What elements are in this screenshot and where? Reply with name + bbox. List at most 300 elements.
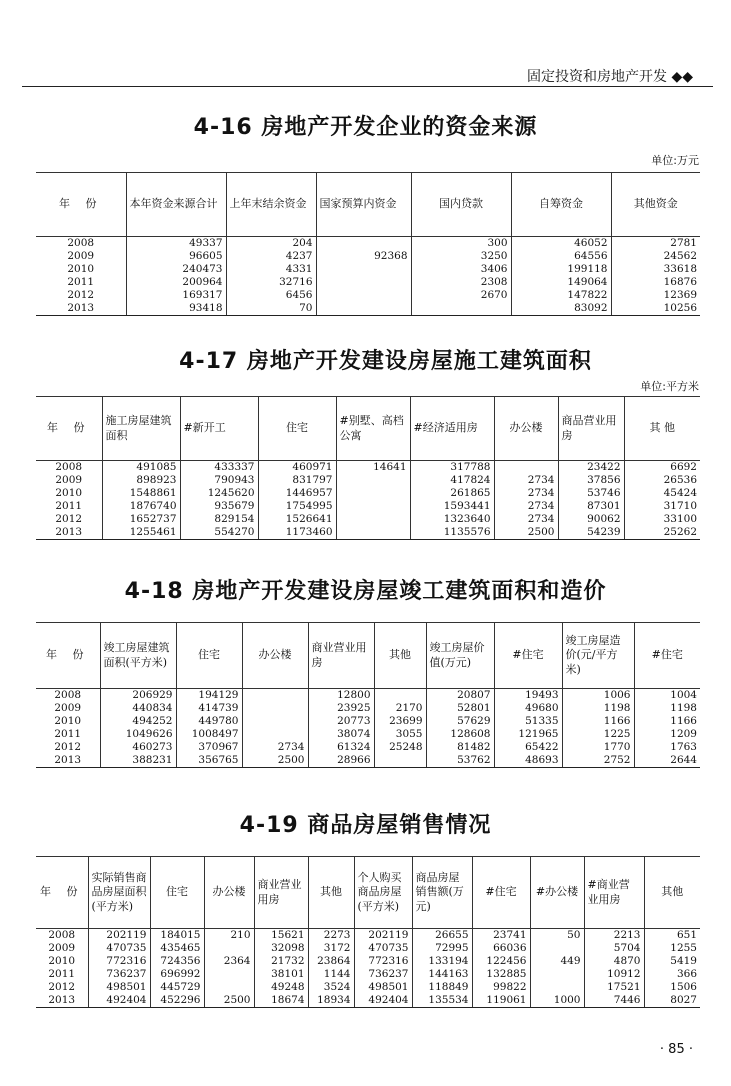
- value-cell: 20773: [308, 715, 374, 728]
- col-header: 商品营业用房: [558, 397, 624, 461]
- value-cell: 70: [226, 302, 316, 316]
- value-cell: 87301: [558, 500, 624, 513]
- value-cell: 25262: [624, 526, 700, 540]
- value-cell: 317788: [410, 461, 494, 475]
- value-cell: 6456: [226, 289, 316, 302]
- col-header: 其他资金: [611, 173, 700, 237]
- value-cell: 1198: [634, 702, 700, 715]
- value-cell: 492404: [88, 994, 150, 1008]
- table-4-17-title: 4-17 房地产开发建设房屋施工建筑面积: [179, 349, 592, 374]
- section-header: 固定投资和房地产开发 ◆◆: [527, 69, 693, 85]
- value-cell: 5419: [644, 955, 700, 968]
- col-header: 住宅: [150, 857, 204, 929]
- value-cell: 133194: [412, 955, 472, 968]
- value-cell: [530, 981, 584, 994]
- value-cell: 2170: [374, 702, 426, 715]
- value-cell: 790943: [180, 474, 258, 487]
- table-row: [36, 461, 700, 475]
- value-cell: 388231: [100, 754, 176, 768]
- value-cell: 128608: [426, 728, 494, 741]
- year-cell: 2008: [36, 237, 126, 251]
- col-header: 实际销售商品房屋面积(平方米): [88, 857, 150, 929]
- col-header: 竣工房屋造价(元/平方米): [562, 623, 634, 689]
- year-cell: 2009: [36, 250, 126, 263]
- table-row: [36, 513, 700, 526]
- table-row: [36, 500, 700, 513]
- year-cell: 2012: [36, 981, 88, 994]
- value-cell: [530, 968, 584, 981]
- value-cell: 52801: [426, 702, 494, 715]
- value-cell: 38074: [308, 728, 374, 741]
- value-cell: [494, 461, 558, 475]
- table-row: [36, 289, 700, 302]
- value-cell: 15621: [254, 929, 308, 943]
- value-cell: 651: [644, 929, 700, 943]
- value-cell: 772316: [354, 955, 412, 968]
- value-cell: 48693: [494, 754, 562, 768]
- value-cell: 1144: [308, 968, 354, 981]
- value-cell: 25248: [374, 741, 426, 754]
- table-row: [36, 728, 700, 741]
- value-cell: 300: [411, 237, 511, 251]
- table-4-17: [36, 396, 700, 540]
- col-header: #住宅: [634, 623, 700, 689]
- value-cell: 24562: [611, 250, 700, 263]
- value-cell: 2213: [584, 929, 644, 943]
- value-cell: 1006: [562, 689, 634, 703]
- col-header: 办公楼: [204, 857, 254, 929]
- value-cell: 1255461: [102, 526, 180, 540]
- value-cell: [336, 526, 410, 540]
- value-cell: [242, 715, 308, 728]
- value-cell: [316, 289, 411, 302]
- col-header: 其他: [308, 857, 354, 929]
- value-cell: 57629: [426, 715, 494, 728]
- value-cell: 122456: [472, 955, 530, 968]
- year-cell: 2008: [36, 929, 88, 943]
- value-cell: 23741: [472, 929, 530, 943]
- value-cell: 240473: [126, 263, 226, 276]
- value-cell: 554270: [180, 526, 258, 540]
- value-cell: 3055: [374, 728, 426, 741]
- value-cell: [530, 942, 584, 955]
- value-cell: 491085: [102, 461, 180, 475]
- col-header: #商业营业用房: [584, 857, 644, 929]
- col-header: #办公楼: [530, 857, 584, 929]
- value-cell: 121965: [494, 728, 562, 741]
- value-cell: 12369: [611, 289, 700, 302]
- value-cell: [316, 263, 411, 276]
- value-cell: 1166: [562, 715, 634, 728]
- value-cell: 1506: [644, 981, 700, 994]
- year-cell: 2009: [36, 942, 88, 955]
- table-4-18-title: 4-18 房地产开发建设房屋竣工建筑面积和造价: [124, 579, 607, 604]
- value-cell: 2500: [242, 754, 308, 768]
- value-cell: 194129: [176, 689, 242, 703]
- col-header: 办公楼: [242, 623, 308, 689]
- table-4-19-title: 4-19 商品房屋销售情况: [239, 813, 492, 838]
- value-cell: 18674: [254, 994, 308, 1008]
- col-header: 商业营业用房: [308, 623, 374, 689]
- col-header: 个人购买商品房屋(平方米): [354, 857, 412, 929]
- value-cell: [242, 702, 308, 715]
- year-cell: 2010: [36, 263, 126, 276]
- value-cell: 1446957: [258, 487, 336, 500]
- year-cell: 2011: [36, 728, 100, 741]
- year-cell: 2009: [36, 474, 102, 487]
- col-header: #住宅: [494, 623, 562, 689]
- value-cell: [336, 513, 410, 526]
- value-cell: 1652737: [102, 513, 180, 526]
- value-cell: 54239: [558, 526, 624, 540]
- table-row: [36, 994, 700, 1008]
- value-cell: [316, 237, 411, 251]
- value-cell: 4237: [226, 250, 316, 263]
- year-cell: 2013: [36, 302, 126, 316]
- value-cell: 460273: [100, 741, 176, 754]
- value-cell: 433337: [180, 461, 258, 475]
- value-cell: 65422: [494, 741, 562, 754]
- value-cell: 452296: [150, 994, 204, 1008]
- value-cell: 49248: [254, 981, 308, 994]
- value-cell: 1004: [634, 689, 700, 703]
- value-cell: 210: [204, 929, 254, 943]
- col-header: #别墅、高档公寓: [336, 397, 410, 461]
- value-cell: 204: [226, 237, 316, 251]
- value-cell: 1770: [562, 741, 634, 754]
- value-cell: 21732: [254, 955, 308, 968]
- col-header: 年 份: [36, 397, 102, 461]
- col-header: 商业营业用房: [254, 857, 308, 929]
- value-cell: 724356: [150, 955, 204, 968]
- table-row: [36, 276, 700, 289]
- value-cell: 1526641: [258, 513, 336, 526]
- value-cell: 51335: [494, 715, 562, 728]
- header-rule: [22, 86, 713, 87]
- col-header: 国内贷款: [411, 173, 511, 237]
- value-cell: [336, 487, 410, 500]
- value-cell: 1323640: [410, 513, 494, 526]
- value-cell: 261865: [410, 487, 494, 500]
- year-cell: 2010: [36, 715, 100, 728]
- value-cell: 2781: [611, 237, 700, 251]
- year-cell: 2010: [36, 487, 102, 500]
- value-cell: 1255: [644, 942, 700, 955]
- value-cell: [316, 276, 411, 289]
- value-cell: [242, 689, 308, 703]
- value-cell: 935679: [180, 500, 258, 513]
- value-cell: 494252: [100, 715, 176, 728]
- value-cell: 23699: [374, 715, 426, 728]
- value-cell: 12800: [308, 689, 374, 703]
- value-cell: [336, 500, 410, 513]
- value-cell: 435465: [150, 942, 204, 955]
- col-header: 年 份: [36, 857, 88, 929]
- table-row: [36, 715, 700, 728]
- table-row: [36, 754, 700, 768]
- value-cell: 1000: [530, 994, 584, 1008]
- value-cell: [204, 981, 254, 994]
- col-header: #住宅: [472, 857, 530, 929]
- value-cell: 199118: [511, 263, 611, 276]
- value-cell: 1245620: [180, 487, 258, 500]
- value-cell: 46052: [511, 237, 611, 251]
- col-header: 其他: [374, 623, 426, 689]
- value-cell: 81482: [426, 741, 494, 754]
- value-cell: 4331: [226, 263, 316, 276]
- page-number: · 85 ·: [659, 1042, 693, 1057]
- value-cell: 2670: [411, 289, 511, 302]
- value-cell: 99822: [472, 981, 530, 994]
- value-cell: 49337: [126, 237, 226, 251]
- value-cell: 90062: [558, 513, 624, 526]
- value-cell: 32098: [254, 942, 308, 955]
- col-header: #经济适用房: [410, 397, 494, 461]
- value-cell: 147822: [511, 289, 611, 302]
- value-cell: 45424: [624, 487, 700, 500]
- col-header: 商品房屋销售额(万元): [412, 857, 472, 929]
- table-4-18: [36, 622, 700, 768]
- year-cell: 2012: [36, 741, 100, 754]
- col-header: 年 份: [36, 173, 126, 237]
- value-cell: 470735: [354, 942, 412, 955]
- table-row: [36, 702, 700, 715]
- table-4-19: [36, 856, 700, 1008]
- value-cell: [204, 968, 254, 981]
- table-row: [36, 968, 700, 981]
- value-cell: 2734: [494, 500, 558, 513]
- value-cell: 366: [644, 968, 700, 981]
- value-cell: 50: [530, 929, 584, 943]
- value-cell: 33100: [624, 513, 700, 526]
- value-cell: 460971: [258, 461, 336, 475]
- table-4-16-title: 4-16 房地产开发企业的资金来源: [193, 115, 538, 140]
- value-cell: 356765: [176, 754, 242, 768]
- year-cell: 2008: [36, 461, 102, 475]
- value-cell: 7446: [584, 994, 644, 1008]
- year-cell: 2010: [36, 955, 88, 968]
- value-cell: 144163: [412, 968, 472, 981]
- value-cell: 2500: [204, 994, 254, 1008]
- value-cell: [411, 302, 511, 316]
- value-cell: 2734: [242, 741, 308, 754]
- table-row: [36, 302, 700, 316]
- value-cell: 1876740: [102, 500, 180, 513]
- value-cell: 8027: [644, 994, 700, 1008]
- value-cell: 4870: [584, 955, 644, 968]
- value-cell: 20807: [426, 689, 494, 703]
- value-cell: 1754995: [258, 500, 336, 513]
- value-cell: 169317: [126, 289, 226, 302]
- col-header: 年 份: [36, 623, 100, 689]
- year-cell: 2013: [36, 994, 88, 1008]
- value-cell: [374, 689, 426, 703]
- value-cell: 1173460: [258, 526, 336, 540]
- year-cell: 2009: [36, 702, 100, 715]
- value-cell: [204, 942, 254, 955]
- value-cell: 202119: [354, 929, 412, 943]
- year-cell: 2013: [36, 754, 100, 768]
- year-cell: 2013: [36, 526, 102, 540]
- table-row: [36, 487, 700, 500]
- value-cell: 28966: [308, 754, 374, 768]
- col-header: 其 他: [624, 397, 700, 461]
- value-cell: 3406: [411, 263, 511, 276]
- value-cell: 829154: [180, 513, 258, 526]
- col-header: 国家预算内资金: [316, 173, 411, 237]
- value-cell: 898923: [102, 474, 180, 487]
- value-cell: 1049626: [100, 728, 176, 741]
- value-cell: 449: [530, 955, 584, 968]
- table-row: [36, 955, 700, 968]
- value-cell: 32716: [226, 276, 316, 289]
- value-cell: 1548861: [102, 487, 180, 500]
- value-cell: [316, 302, 411, 316]
- value-cell: 64556: [511, 250, 611, 263]
- value-cell: 19493: [494, 689, 562, 703]
- col-header: 其他: [644, 857, 700, 929]
- value-cell: 1225: [562, 728, 634, 741]
- table-4-17-unit: 单位:平方米: [640, 380, 699, 393]
- value-cell: 2734: [494, 474, 558, 487]
- value-cell: [242, 728, 308, 741]
- value-cell: 66036: [472, 942, 530, 955]
- value-cell: 132885: [472, 968, 530, 981]
- table-row: [36, 250, 700, 263]
- value-cell: 445729: [150, 981, 204, 994]
- value-cell: 26536: [624, 474, 700, 487]
- value-cell: 23864: [308, 955, 354, 968]
- table-4-16: [36, 172, 700, 316]
- value-cell: 2734: [494, 487, 558, 500]
- value-cell: 31710: [624, 500, 700, 513]
- value-cell: 772316: [88, 955, 150, 968]
- value-cell: 370967: [176, 741, 242, 754]
- value-cell: 6692: [624, 461, 700, 475]
- value-cell: 16876: [611, 276, 700, 289]
- value-cell: 33618: [611, 263, 700, 276]
- value-cell: 49680: [494, 702, 562, 715]
- value-cell: 96605: [126, 250, 226, 263]
- table-row: [36, 263, 700, 276]
- value-cell: 92368: [316, 250, 411, 263]
- value-cell: 1593441: [410, 500, 494, 513]
- value-cell: 2644: [634, 754, 700, 768]
- value-cell: 1135576: [410, 526, 494, 540]
- value-cell: 149064: [511, 276, 611, 289]
- value-cell: 37856: [558, 474, 624, 487]
- value-cell: 1166: [634, 715, 700, 728]
- table-row: [36, 981, 700, 994]
- value-cell: 470735: [88, 942, 150, 955]
- col-header: 本年资金来源合计: [126, 173, 226, 237]
- value-cell: 2364: [204, 955, 254, 968]
- value-cell: 53762: [426, 754, 494, 768]
- value-cell: 414739: [176, 702, 242, 715]
- value-cell: 417824: [410, 474, 494, 487]
- col-header: #新开工: [180, 397, 258, 461]
- col-header: 办公楼: [494, 397, 558, 461]
- value-cell: 1209: [634, 728, 700, 741]
- value-cell: 696992: [150, 968, 204, 981]
- table-row: [36, 689, 700, 703]
- value-cell: 2308: [411, 276, 511, 289]
- year-cell: 2011: [36, 968, 88, 981]
- value-cell: 1763: [634, 741, 700, 754]
- value-cell: 118849: [412, 981, 472, 994]
- year-cell: 2012: [36, 513, 102, 526]
- value-cell: 200964: [126, 276, 226, 289]
- value-cell: 18934: [308, 994, 354, 1008]
- col-header: 上年末结余资金: [226, 173, 316, 237]
- value-cell: 2752: [562, 754, 634, 768]
- table-row: [36, 942, 700, 955]
- col-header: 竣工房屋价值(万元): [426, 623, 494, 689]
- value-cell: 492404: [354, 994, 412, 1008]
- value-cell: 135534: [412, 994, 472, 1008]
- year-cell: 2012: [36, 289, 126, 302]
- value-cell: 1198: [562, 702, 634, 715]
- year-cell: 2008: [36, 689, 100, 703]
- value-cell: 440834: [100, 702, 176, 715]
- table-row: [36, 237, 700, 251]
- value-cell: [336, 474, 410, 487]
- value-cell: 83092: [511, 302, 611, 316]
- value-cell: 2734: [494, 513, 558, 526]
- value-cell: 206929: [100, 689, 176, 703]
- value-cell: 449780: [176, 715, 242, 728]
- value-cell: 23925: [308, 702, 374, 715]
- value-cell: [374, 754, 426, 768]
- table-row: [36, 741, 700, 754]
- value-cell: 202119: [88, 929, 150, 943]
- col-header: 竣工房屋建筑面积(平方米): [100, 623, 176, 689]
- year-cell: 2011: [36, 500, 102, 513]
- col-header: 住宅: [258, 397, 336, 461]
- value-cell: 72995: [412, 942, 472, 955]
- value-cell: 14641: [336, 461, 410, 475]
- year-cell: 2011: [36, 276, 126, 289]
- col-header: 住宅: [176, 623, 242, 689]
- value-cell: 61324: [308, 741, 374, 754]
- table-row: [36, 526, 700, 540]
- value-cell: 10912: [584, 968, 644, 981]
- value-cell: 3172: [308, 942, 354, 955]
- col-header: 施工房屋建筑面积: [102, 397, 180, 461]
- value-cell: 53746: [558, 487, 624, 500]
- value-cell: 2500: [494, 526, 558, 540]
- table-4-16-unit: 单位:万元: [651, 154, 699, 167]
- value-cell: 38101: [254, 968, 308, 981]
- value-cell: 1008497: [176, 728, 242, 741]
- value-cell: 831797: [258, 474, 336, 487]
- table-row: [36, 929, 700, 943]
- value-cell: 23422: [558, 461, 624, 475]
- value-cell: 3524: [308, 981, 354, 994]
- value-cell: 3250: [411, 250, 511, 263]
- value-cell: 736237: [88, 968, 150, 981]
- value-cell: 5704: [584, 942, 644, 955]
- value-cell: 93418: [126, 302, 226, 316]
- table-row: [36, 474, 700, 487]
- value-cell: 26655: [412, 929, 472, 943]
- col-header: 自筹资金: [511, 173, 611, 237]
- value-cell: 2273: [308, 929, 354, 943]
- value-cell: 17521: [584, 981, 644, 994]
- value-cell: 498501: [354, 981, 412, 994]
- value-cell: 119061: [472, 994, 530, 1008]
- value-cell: 10256: [611, 302, 700, 316]
